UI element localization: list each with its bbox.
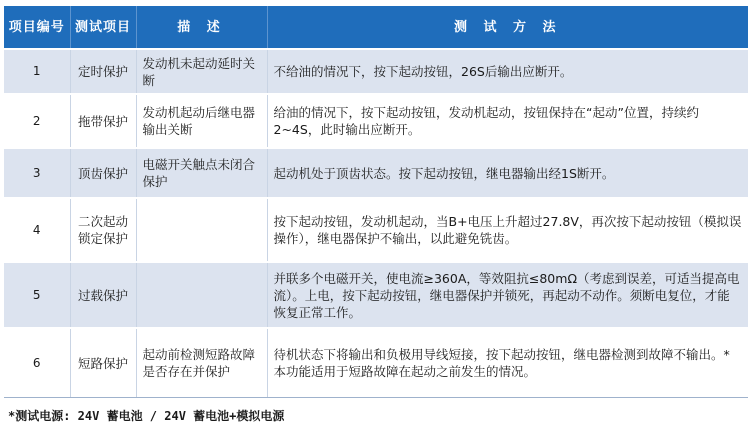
- header-test-method-text: 测 试 方 法: [453, 19, 562, 35]
- row-description: 发动机起动后继电器输出关断: [136, 94, 267, 148]
- row-test-item: 二次起动锁定保护: [70, 198, 136, 262]
- test-power-footnote: *测试电源: 24V 蓄电池 / 24V 蓄电池+模拟电源: [8, 409, 285, 423]
- row-test-method: 并联多个电磁开关，使电流≥360A，等效阻抗≤80mΩ（考虑到误差，可适当提高电流）。上电，按下起动按钮，继电器保护并锁死，再起动不动作。须断电复位，才能恢复正常工作。: [267, 262, 748, 328]
- header-item-number-text: 项目编号: [8, 19, 65, 35]
- table-row: [4, 198, 748, 262]
- row-test-item: 顶齿保护: [70, 148, 136, 198]
- row-test-method: 按下起动按钮，发动机起动，当B+电压上升超过27.8V，再次按下起动按钮（模拟误操作），继电器保护不输出，以此避免铣齿。: [267, 198, 748, 262]
- row-test-method: 给油的情况下，按下起动按钮，发动机起动，按钮保持在“起动”位置，持续约2~4S，此时输出应断开。: [267, 94, 748, 148]
- header-description-text: 描 述: [177, 19, 226, 35]
- row-test-item: 过载保护: [70, 262, 136, 328]
- row-number: 6: [4, 328, 70, 398]
- table-row: [4, 262, 748, 328]
- row-number: 2: [4, 94, 70, 148]
- row-test-item: 拖带保护: [70, 94, 136, 148]
- row-description: 电磁开关触点未闭合保护: [136, 148, 267, 198]
- header-test-method: [267, 6, 748, 49]
- table-row: [4, 328, 748, 398]
- table-header-row: [4, 6, 748, 49]
- row-description: 发动机未起动延时关断: [136, 49, 267, 94]
- row-test-item: 短路保护: [70, 328, 136, 398]
- row-number: 4: [4, 198, 70, 262]
- row-number: 1: [4, 49, 70, 94]
- row-test-item: 定时保护: [70, 49, 136, 94]
- table-row: [4, 49, 748, 94]
- header-item-number: [4, 6, 70, 49]
- test-table-container: [4, 6, 748, 398]
- row-test-method: 待机状态下将输出和负极用导线短接，按下起动按钮，继电器检测到故障不输出。*本功能适用于短路故障在起动之前发生的情况。: [267, 328, 748, 398]
- protection-test-table: [4, 6, 748, 398]
- row-number: 5: [4, 262, 70, 328]
- header-test-item-text: 测试项目: [74, 19, 131, 35]
- row-test-method: 起动机处于顶齿状态。按下起动按钮，继电器输出经1S断开。: [267, 148, 748, 198]
- table-row: [4, 94, 748, 148]
- row-description: [136, 198, 267, 262]
- row-test-method: 不给油的情况下，按下起动按钮，26S后输出应断开。: [267, 49, 748, 94]
- header-test-item: [70, 6, 136, 49]
- row-description: [136, 262, 267, 328]
- header-description: [136, 6, 267, 49]
- row-number: 3: [4, 148, 70, 198]
- row-description: 起动前检测短路故障是否存在并保护: [136, 328, 267, 398]
- table-row: [4, 148, 748, 198]
